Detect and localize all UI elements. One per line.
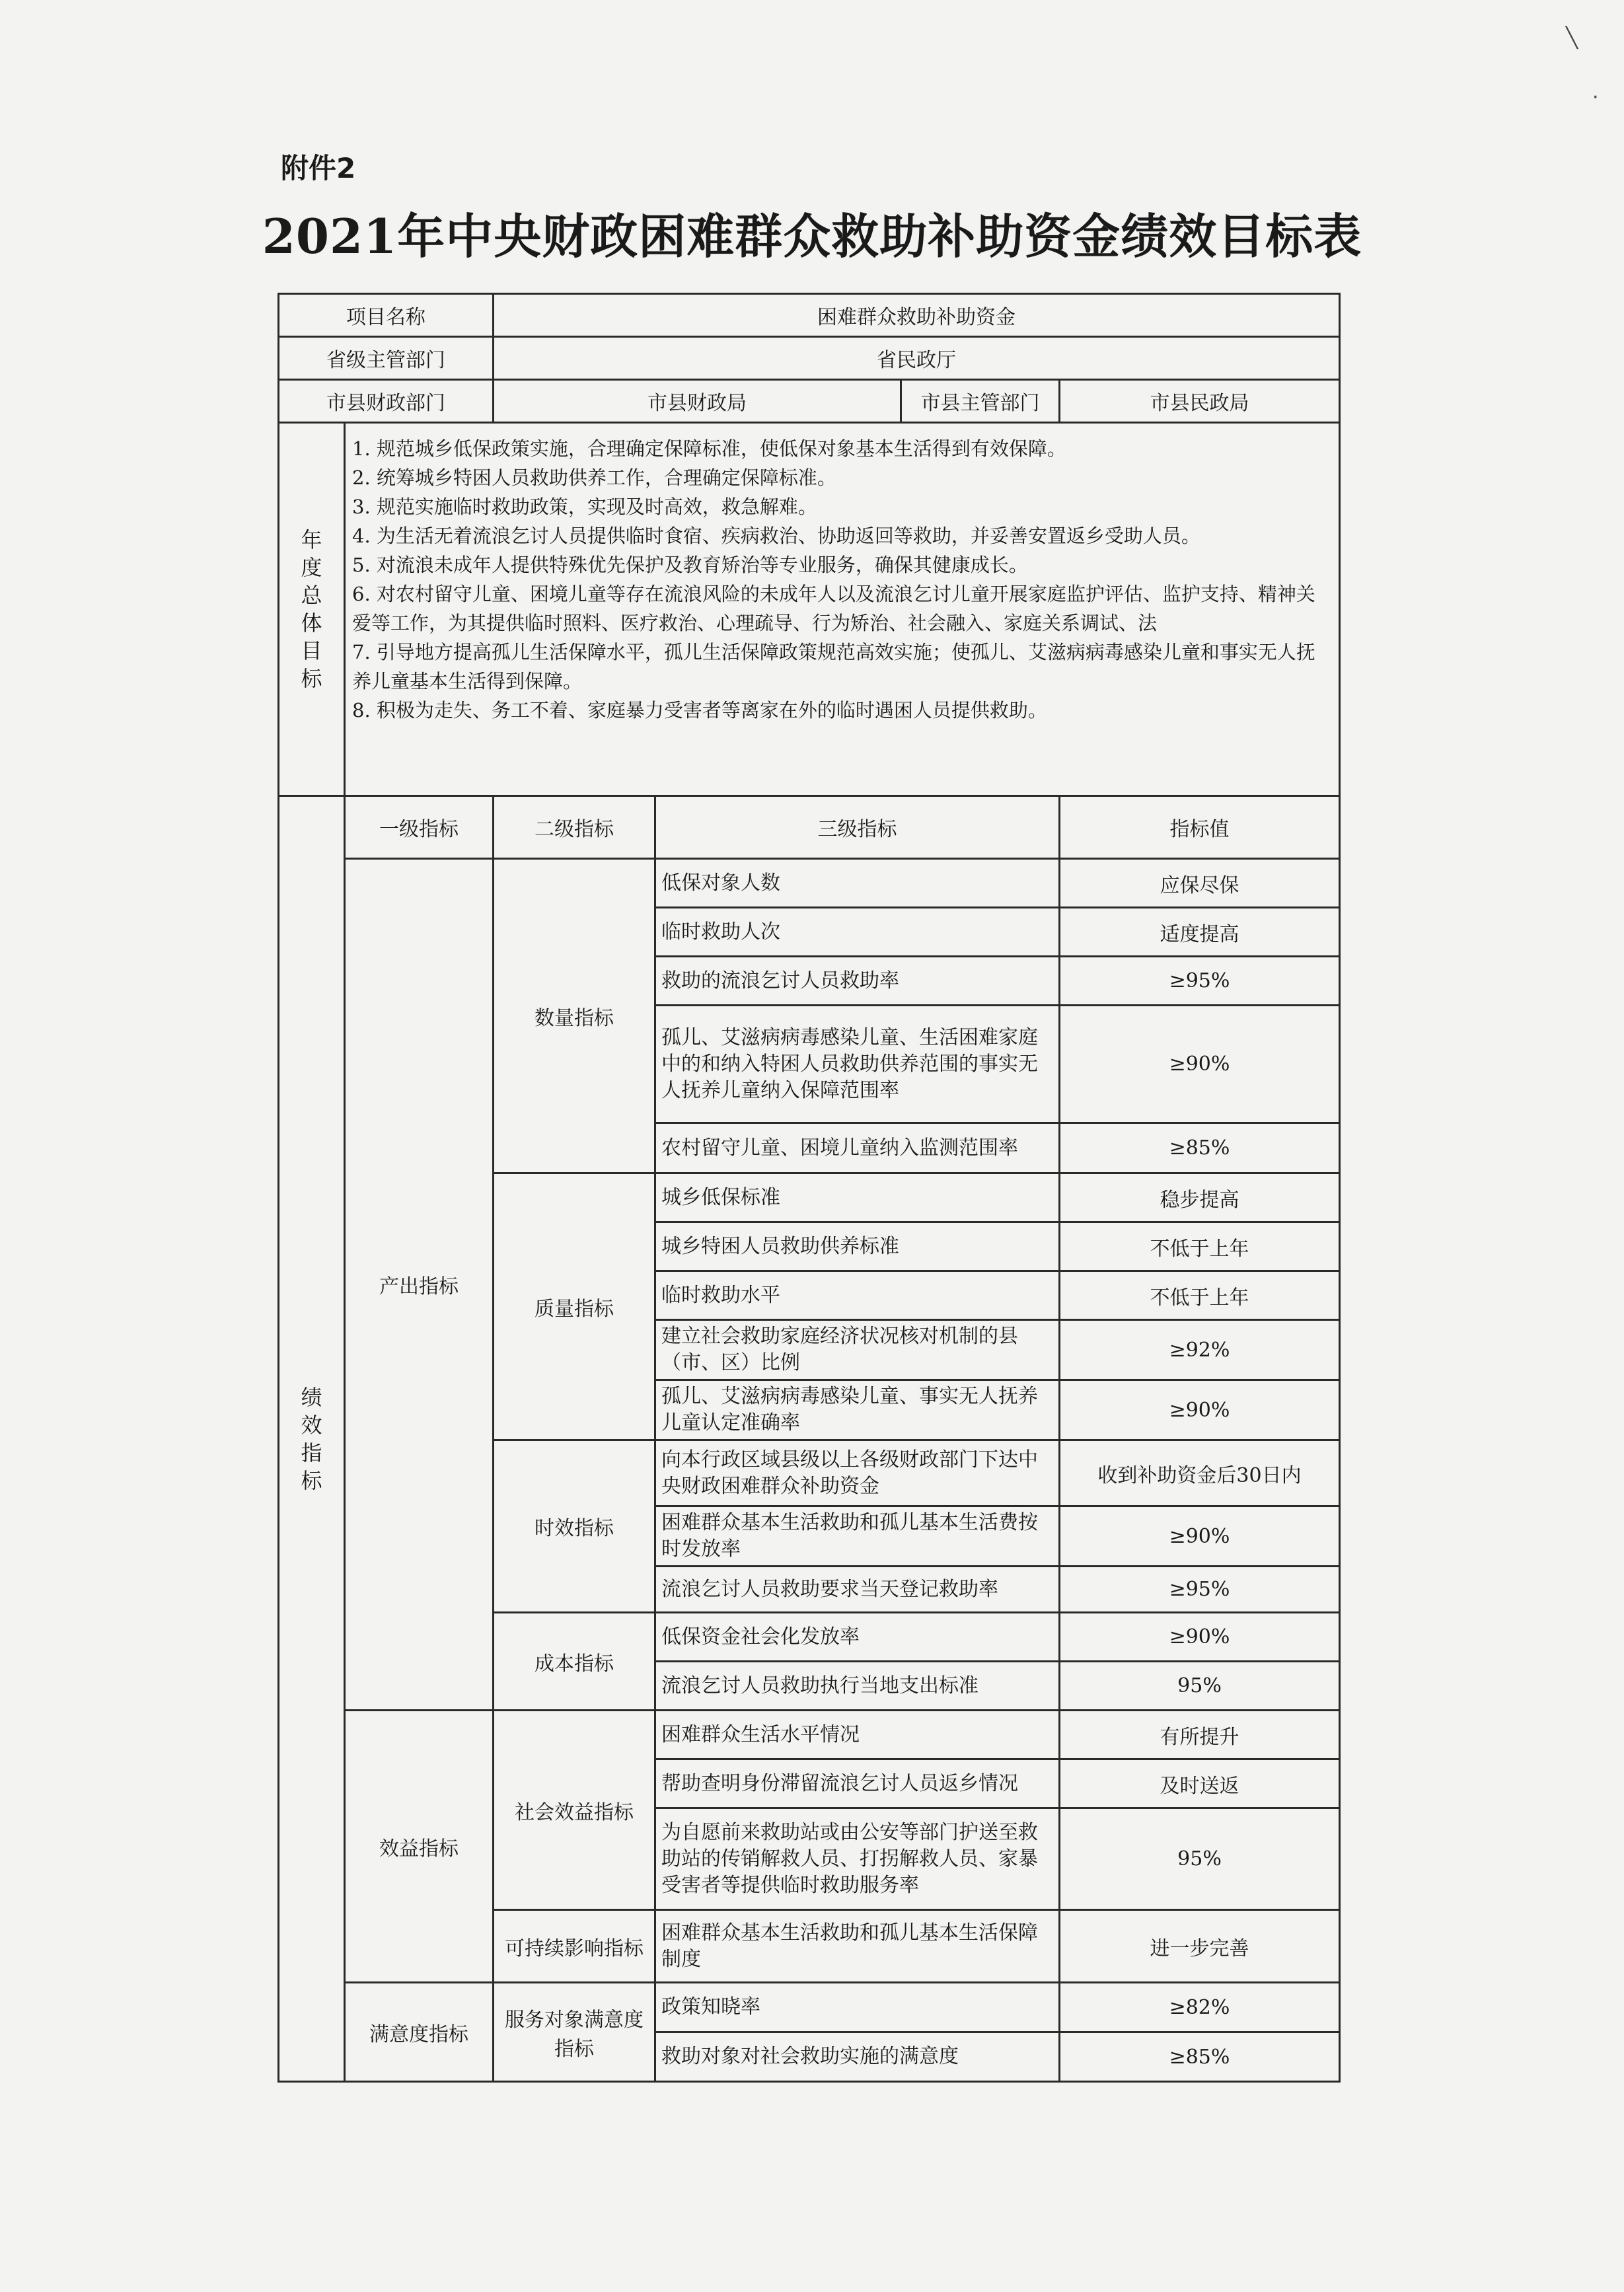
indicator-name: 救助对象对社会救助实施的满意度 — [655, 2032, 1060, 2082]
indicator-name: 困难群众基本生活救助和孤儿基本生活费按时发放率 — [655, 1506, 1060, 1567]
goal-item-3: 3. 规范实施临时救助政策，实现及时高效，救急解难。 — [352, 496, 817, 518]
indicator-value: 应保尽保 — [1060, 859, 1340, 908]
indicator-value: 稳步提高 — [1060, 1173, 1340, 1222]
indicator-value: 进一步完善 — [1060, 1910, 1340, 1983]
indicator-name: 救助的流浪乞讨人员救助率 — [655, 957, 1060, 1006]
annual-goal-label: 年 度 总 体 目 标 — [279, 423, 345, 796]
scan-mark: · — [1592, 86, 1599, 109]
header-level3: 三级指标 — [655, 796, 1060, 859]
indicator-value: ≥82% — [1060, 1983, 1340, 2032]
indicator-value: ≥90% — [1060, 1506, 1340, 1567]
indicator-name: 孤儿、艾滋病病毒感染儿童、生活困难家庭中的和纳入特困人员救助供养范围的事实无人抚养儿童纳入保障范围率 — [655, 1006, 1060, 1123]
satisfaction-indicator-label: 满意度指标 — [345, 1983, 494, 2082]
provincial-dept-value: 省民政厅 — [494, 337, 1340, 380]
provincial-dept-label: 省级主管部门 — [279, 337, 494, 380]
indicator-value: 不低于上年 — [1060, 1222, 1340, 1271]
table-row — [279, 1983, 1340, 2032]
indicator-value: ≥85% — [1060, 1123, 1340, 1173]
row-project-name — [279, 294, 1340, 337]
county-dept-label: 市县主管部门 — [901, 380, 1060, 423]
performance-label: 绩 效 指 标 — [279, 796, 345, 2082]
service-satisfaction-label: 服务对象满意度指标 — [494, 1983, 655, 2082]
indicator-value: ≥90% — [1060, 1006, 1340, 1123]
quality-indicator-label: 质量指标 — [494, 1173, 655, 1440]
row-county-depts — [279, 380, 1340, 423]
county-dept-value: 市县民政局 — [1060, 380, 1340, 423]
indicator-name: 农村留守儿童、困境儿童纳入监测范围率 — [655, 1123, 1060, 1173]
goal-item-8: 8. 积极为走失、务工不着、家庭暴力受害者等离家在外的临时遇困人员提供救助。 — [352, 699, 1047, 721]
header-level1: 一级指标 — [345, 796, 494, 859]
goal-item-1: 1. 规范城乡低保政策实施，合理确定保障标准，使低保对象基本生活得到有效保障。 — [352, 437, 1066, 460]
document-title: 2021年中央财政困难群众救助补助资金绩效目标表 — [262, 208, 1362, 264]
row-provincial-dept — [279, 337, 1340, 380]
indicator-name: 临时救助水平 — [655, 1271, 1060, 1320]
indicator-name: 帮助查明身份滞留流浪乞讨人员返乡情况 — [655, 1759, 1060, 1808]
indicator-name: 困难群众基本生活救助和孤儿基本生活保障制度 — [655, 1910, 1060, 1983]
indicator-name: 城乡低保标准 — [655, 1173, 1060, 1222]
social-benefit-label: 社会效益指标 — [494, 1711, 655, 1910]
annual-goal-content — [345, 423, 1340, 796]
county-finance-value: 市县财政局 — [494, 380, 901, 423]
goal-item-2: 2. 统筹城乡特困人员救助供养工作，合理确定保障标准。 — [352, 466, 836, 489]
goal-item-4: 4. 为生活无着流浪乞讨人员提供临时食宿、疾病救治、协助返回等救助，并妥善安置返乡受助人员。 — [352, 525, 1200, 547]
table-row — [279, 1711, 1340, 1759]
indicator-name: 向本行政区域县级以上各级财政部门下达中央财政困难群众补助资金 — [655, 1440, 1060, 1506]
indicator-name: 临时救助人次 — [655, 908, 1060, 957]
project-name-value: 困难群众救助补助资金 — [494, 294, 1340, 337]
indicator-value: 有所提升 — [1060, 1711, 1340, 1759]
indicator-value: 95% — [1060, 1808, 1340, 1910]
attachment-label: 附件2 — [281, 152, 356, 184]
indicator-name: 城乡特困人员救助供养标准 — [655, 1222, 1060, 1271]
table-row — [279, 859, 1340, 908]
indicator-name: 低保对象人数 — [655, 859, 1060, 908]
indicator-value: ≥90% — [1060, 1380, 1340, 1440]
sustainable-impact-label: 可持续影响指标 — [494, 1910, 655, 1983]
indicator-name: 建立社会救助家庭经济状况核对机制的县（市、区）比例 — [655, 1320, 1060, 1380]
indicator-value: 收到补助资金后30日内 — [1060, 1440, 1340, 1506]
indicator-value: ≥92% — [1060, 1320, 1340, 1380]
header-value: 指标值 — [1060, 796, 1340, 859]
benefit-indicator-label: 效益指标 — [345, 1711, 494, 1983]
county-finance-label: 市县财政部门 — [279, 380, 494, 423]
indicator-value: 及时送返 — [1060, 1759, 1340, 1808]
row-indicator-header — [279, 796, 1340, 859]
indicator-value: 不低于上年 — [1060, 1271, 1340, 1320]
header-level2: 二级指标 — [494, 796, 655, 859]
scan-mark: ╲ — [1566, 26, 1578, 50]
indicator-value: ≥85% — [1060, 2032, 1340, 2082]
annual-goal-list — [351, 426, 1333, 730]
indicator-value: 95% — [1060, 1662, 1340, 1711]
output-indicator-label: 产出指标 — [345, 859, 494, 1711]
performance-target-table — [277, 293, 1341, 2083]
indicator-name: 流浪乞讨人员救助执行当地支出标准 — [655, 1662, 1060, 1711]
indicator-name: 困难群众生活水平情况 — [655, 1711, 1060, 1759]
cost-indicator-label: 成本指标 — [494, 1613, 655, 1711]
goal-item-6: 6. 对农村留守儿童、困境儿童等存在流浪风险的未成年人以及流浪乞讨儿童开展家庭监护评估、监护支持、精神关爱等工作，为其提供临时照料、医疗救治、心理疏导、行为矫治、社会融入、家庭关系调试、法 — [352, 583, 1315, 634]
indicator-name: 政策知晓率 — [655, 1983, 1060, 2032]
indicator-value: ≥95% — [1060, 1567, 1340, 1613]
timeliness-indicator-label: 时效指标 — [494, 1440, 655, 1613]
indicator-name: 低保资金社会化发放率 — [655, 1613, 1060, 1662]
indicator-name: 孤儿、艾滋病病毒感染儿童、事实无人抚养儿童认定准确率 — [655, 1380, 1060, 1440]
indicator-name: 为自愿前来救助站或由公安等部门护送至救助站的传销解救人员、打拐解救人员、家暴受害者等提供临时救助服务率 — [655, 1808, 1060, 1910]
project-name-label: 项目名称 — [279, 294, 494, 337]
row-annual-goal — [279, 423, 1340, 796]
goal-item-7: 7. 引导地方提高孤儿生活保障水平，孤儿生活保障政策规范高效实施；使孤儿、艾滋病病毒感染儿童和事实无人抚养儿童基本生活得到保障。 — [352, 641, 1315, 692]
quantity-indicator-label: 数量指标 — [494, 859, 655, 1173]
indicator-name: 流浪乞讨人员救助要求当天登记救助率 — [655, 1567, 1060, 1613]
indicator-value: ≥95% — [1060, 957, 1340, 1006]
indicator-value: 适度提高 — [1060, 908, 1340, 957]
indicator-value: ≥90% — [1060, 1613, 1340, 1662]
goal-item-5: 5. 对流浪未成年人提供特殊优先保护及教育矫治等专业服务，确保其健康成长。 — [352, 554, 1028, 576]
